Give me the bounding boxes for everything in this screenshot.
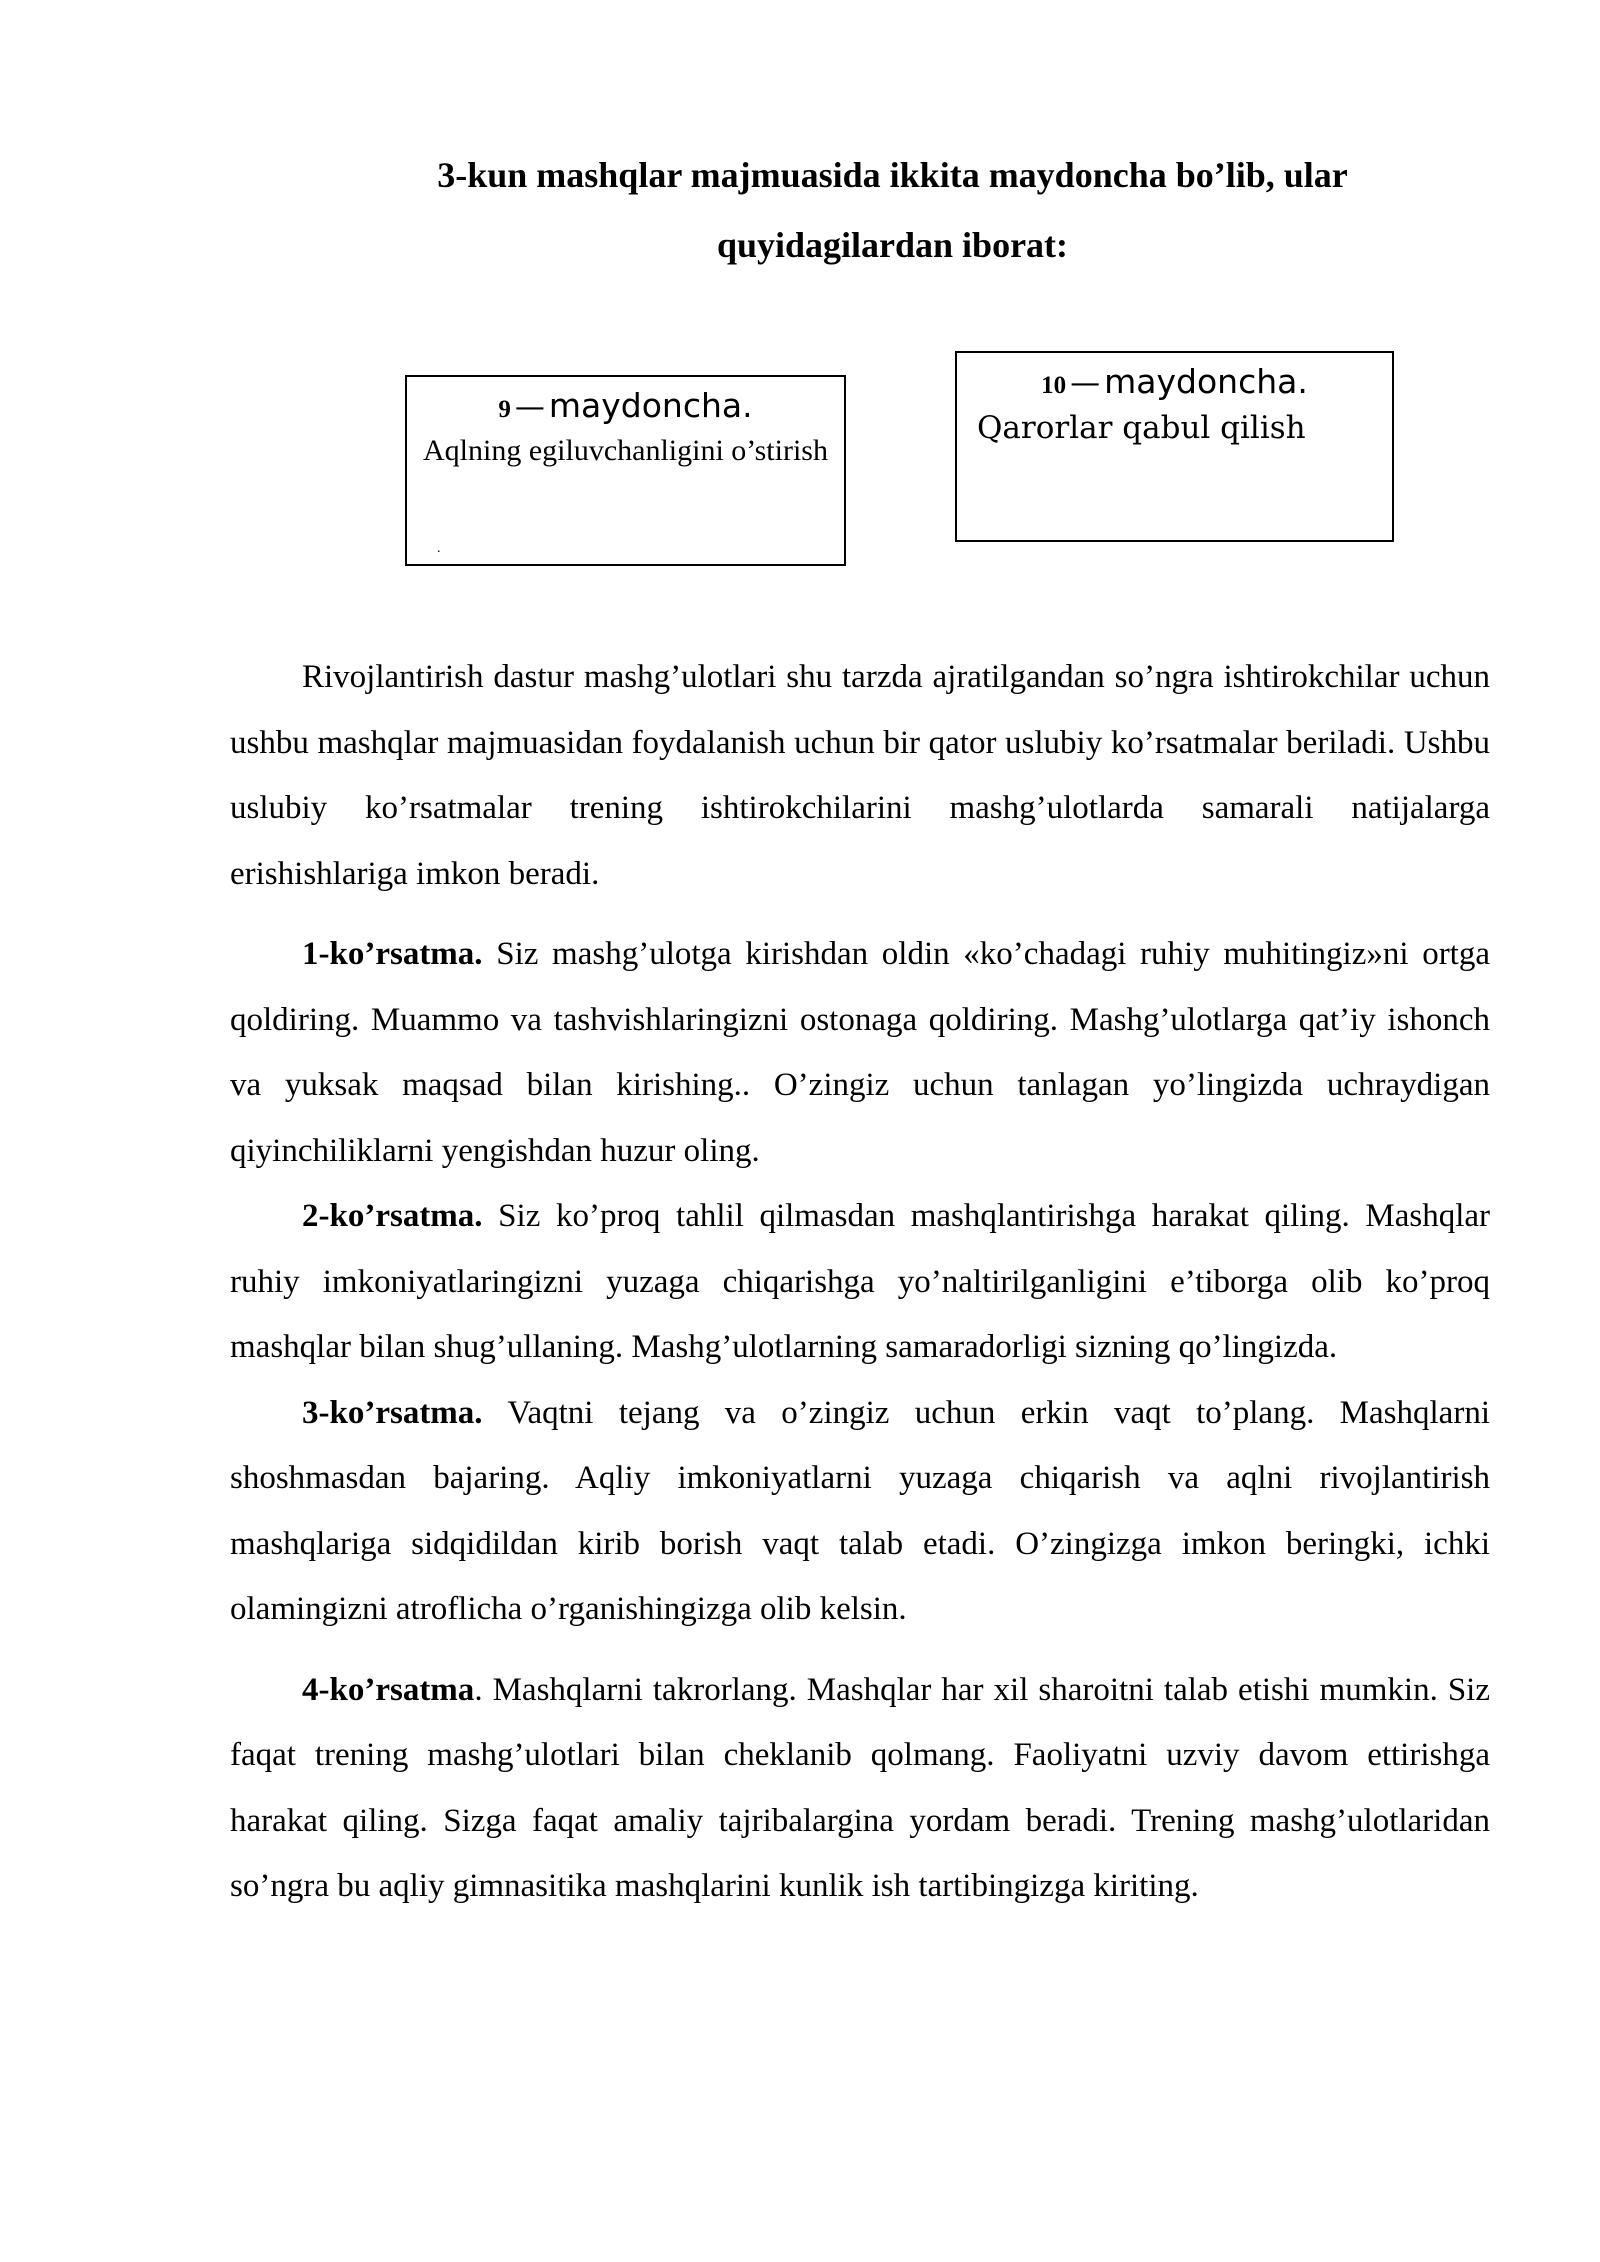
field-9-heading <box>407 387 844 432</box>
guideline-4-text: . Mashqlarni takrorlang. Mashqlar har xil sharoitni talab etishi mumkin. Siz faqat trening mashg’ulotlari bilan cheklanib qolmang. Faoliyatni uzviy davom ettirishga harakat qiling. Sizga faqat amaliy tajribalargina yordam beradi. Trening mashg’ulotlaridan so’ngra bu aqliy gimnasitika mashqlarini kunlik ish tartibingizga kiriting. <box>230 1671 1490 1904</box>
guideline-1-text: Siz mashg’ulotga kirishdan oldin «ko’chadagi ruhiy muhitingiz»ni ortga qoldiring. Muammo va tashvishlaringizni ostonaga qoldiring. Mashg’ulotlarga qat’iy ishonch va yuksak maqsad bilan kirishing.. O’zingiz uchun tanlagan yo’lingizda uchraydigan qiyinchiliklarni yengishdan huzur oling. <box>230 936 1490 1169</box>
field-10-heading <box>957 363 1392 408</box>
field-10-box <box>955 351 1394 542</box>
guideline-3-text: Vaqtni tejang va o’zingiz uchun erkin vaqt to’plang. Mashqlarni shoshmasdan bajaring. Aqliy imkoniyatlarni yuzaga chiqarish va aqlni rivojlantirish mashqlariga sidqidildan kirib borish vaqt talab etadi. O’zingizga imkon beringki, ichki olamingizni atroflicha o’rganishingizga olib kelsin. <box>230 1394 1490 1627</box>
field-9-dash: — <box>514 390 545 425</box>
guideline-2-text: Siz ko’proq tahlil qilmasdan mashqlantirishga harakat qiling. Mashqlar ruhiy imkoniyatlaringizni yuzaga chiqarishga yo’naltirilganligini e’tiborga olib ko’proq mashqlar bilan shug’ullaning. Mashg’ulotlarning samaradorligi sizning qo’lingizda. <box>230 1198 1490 1365</box>
guideline-1 <box>230 922 1490 1184</box>
field-9-box <box>405 375 846 566</box>
guideline-1-label: 1-ko’rsatma. <box>302 936 483 972</box>
field-10-subtitle: Qarorlar qabul qilish <box>977 410 1306 446</box>
title-line-1: 3-kun mashqlar majmuasida ikkita maydoncha bo’lib, ular <box>437 155 1348 195</box>
guideline-4 <box>230 1658 1490 1920</box>
guideline-3 <box>230 1381 1490 1643</box>
field-10-word: maydoncha. <box>1104 362 1308 401</box>
guideline-2-label: 2-ko’rsatma. <box>302 1198 483 1234</box>
guideline-3-label: 3-ko’rsatma. <box>302 1394 483 1431</box>
page-title <box>0 140 1600 280</box>
field-9-number: 9 <box>498 396 511 423</box>
guideline-4-label: 4-ko’rsatma <box>302 1671 475 1708</box>
field-10-number: 10 <box>1041 372 1067 399</box>
field-9-word: maydoncha. <box>548 386 753 425</box>
guideline-2 <box>230 1184 1490 1381</box>
intro-paragraph: Rivojlantirish dastur mashg’ulotlari shu tarzda ajratilgandan so’ngra ishtirokchilar uchun ushbu mashqlar majmuasidan foydalanish uchun bir qator uslubiy ko’rsatmalar beriladi. Ushbu uslubiy ko’rsatmalar trening ishtirokchilarini mashg’ulotlarda samarali natijalarga erishishlariga imkon beradi. <box>230 659 1490 892</box>
title-line-2: quyidagilardan iborat: <box>716 225 1069 265</box>
body-text <box>230 645 1490 1920</box>
field-10-dash: — <box>1070 366 1101 401</box>
field-9-mark: . <box>437 541 441 556</box>
field-9-subtitle: Aqlning egiluvchanligini o’stirish <box>423 434 828 467</box>
